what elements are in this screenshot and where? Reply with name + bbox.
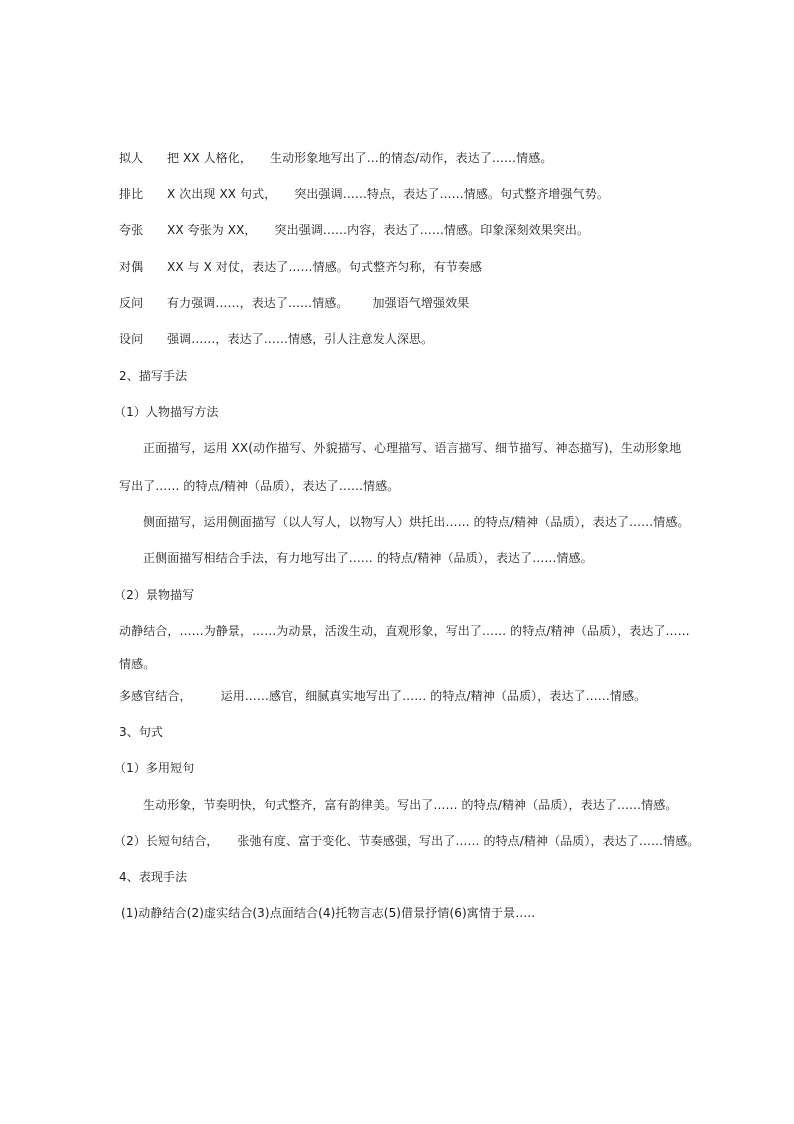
section-heading-description: 2、描写手法 xyxy=(119,369,188,383)
subheading-scenery-description: （2）景物描写 xyxy=(114,588,195,602)
rhetoric-row-hyperbole xyxy=(119,222,589,238)
paragraph-static-dynamic-line1: 动静结合，……为静景，……为动景，活泼生动，直观形象，写出了…… 的特点/精神（品质），表达了…… xyxy=(119,624,690,638)
rhetoric-text: XX 与 X 对仗，表达了……情感。句式整齐匀称，有节奏感 xyxy=(167,260,483,274)
rhetoric-term: 设问 xyxy=(119,332,144,346)
rhetoric-row-parallelism xyxy=(119,186,609,202)
rhetoric-text: 突出强调……特点，表达了……情感。句式整齐增强气势。 xyxy=(294,187,609,201)
rhetoric-text: X 次出现 XX 句式， xyxy=(167,187,277,201)
rhetoric-row-rhetorical-question xyxy=(119,295,469,311)
rhetoric-term: 对偶 xyxy=(119,260,144,274)
paragraph-static-dynamic-line2: 情感。 xyxy=(119,657,156,671)
paragraph-long-short-sentences xyxy=(114,833,699,849)
paragraph-text: 多感官结合， xyxy=(119,689,192,703)
paragraph-direct-description-line1: 正面描写，运用 XX(动作描写、外貌描写、心理描写、语言描写、细节描写、神态描写)，生动形象地 xyxy=(143,441,682,455)
rhetoric-text: 有力强调……，表达了……情感。 xyxy=(167,296,349,310)
paragraph-short-sentences: 生动形象，节奏明快，句式整齐，富有韵律美。写出了…… 的特点/精神（品质），表达了……情感。 xyxy=(143,798,678,812)
paragraph-multi-sensory xyxy=(119,688,646,704)
paragraph-direct-description-line2: 写出了…… 的特点/精神（品质），表达了……情感。 xyxy=(119,479,400,493)
rhetoric-text: 突出强调……内容，表达了……情感。印象深刻效果突出。 xyxy=(274,223,590,237)
section-heading-sentence-patterns: 3、句式 xyxy=(119,725,164,739)
rhetoric-text: XX 夸张为 XX， xyxy=(167,223,257,237)
rhetoric-term: 反问 xyxy=(119,296,144,310)
rhetoric-text: 加强语气增强效果 xyxy=(372,296,470,310)
rhetoric-row-antithesis xyxy=(119,259,482,275)
section-heading-expression-techniques: 4、表现手法 xyxy=(119,870,188,884)
rhetoric-term: 拟人 xyxy=(119,151,144,165)
rhetoric-text: 把 XX 人格化， xyxy=(167,151,252,165)
rhetoric-term: 排比 xyxy=(119,187,144,201)
subheading-text: （2）长短句结合， xyxy=(114,834,219,848)
subheading-short-sentences: （1）多用短句 xyxy=(114,761,195,775)
rhetoric-row-personification xyxy=(119,150,552,166)
rhetoric-row-question-answer xyxy=(119,331,433,347)
paragraph-text: 运用……感官，细腻真实地写出了…… 的特点/精神（品质），表达了……情感。 xyxy=(220,689,647,703)
rhetoric-term: 夸张 xyxy=(119,223,144,237)
paragraph-indirect-description: 侧面描写，运用侧面描写（以人写人，以物写人）烘托出…… 的特点/精神（品质），表达了……情感。 xyxy=(143,515,690,529)
rhetoric-text: 强调……，表达了……情感，引人注意发人深思。 xyxy=(167,332,434,346)
paragraph-text: 张弛有度、富于变化、节奏感强，写出了…… 的特点/精神（品质），表达了……情感。 xyxy=(237,834,700,848)
paragraph-combined-description: 正侧面描写相结合手法，有力地写出了…… 的特点/精神（品质），表达了……情感。 xyxy=(143,551,593,565)
rhetoric-text: 生动形象地写出了…的情态/动作，表达了……情感。 xyxy=(269,151,553,165)
subheading-character-description: （1）人物描写方法 xyxy=(114,405,219,419)
techniques-list: (1)动静结合(2)虚实结合(3)点面结合(4)托物言志(5)借景抒情(6)寓情于景….. xyxy=(121,906,536,920)
